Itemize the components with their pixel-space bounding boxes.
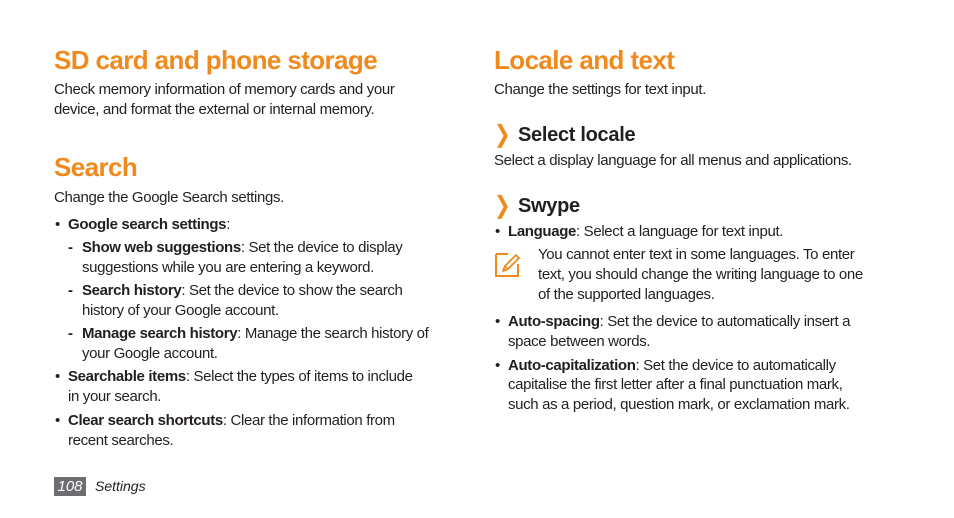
manage-search-history-line2: your Google account. (82, 345, 218, 362)
item-term: Clear search shortcuts (68, 412, 223, 429)
select-locale-desc: Select a display language for all menus and applications. (494, 152, 852, 169)
note-line3: of the supported languages. (538, 286, 715, 303)
language-item (508, 222, 783, 242)
dash-marker: - (68, 239, 73, 256)
item-text: : Select a language for text input. (576, 223, 784, 240)
item-text: : Set the device to show the search (181, 282, 403, 299)
show-web-suggestions-line2: suggestions while you are entering a keyword. (82, 259, 374, 276)
bullet-marker: • (495, 313, 501, 330)
heading-text: Swype (518, 195, 580, 217)
search-history-line2: history of your Google account. (82, 302, 279, 319)
note-line2: text, you should change the writing language to one (538, 266, 863, 283)
chevron-right-icon: ❯ (494, 192, 511, 220)
locale-and-text-title: Locale and text (494, 45, 675, 75)
auto-capitalization-line3: such as a period, question mark, or exclamation mark. (508, 396, 850, 413)
item-term: Auto-spacing (508, 313, 600, 330)
item-text: : Set the device to automatically (635, 357, 836, 374)
item-term: Searchable items (68, 368, 186, 385)
auto-capitalization-item (508, 356, 836, 376)
bullet-marker: • (55, 412, 61, 429)
google-search-settings-item (68, 215, 230, 235)
show-web-suggestions-item (82, 238, 402, 258)
item-text: : Set the device to automatically insert a (599, 313, 851, 330)
item-text: : Set the device to display (240, 239, 403, 256)
search-history-item (82, 281, 403, 301)
note-line1: You cannot enter text in some languages. To enter (538, 246, 855, 263)
note-pencil-icon (494, 252, 520, 278)
swype-heading (494, 194, 580, 218)
item-text: : Select the types of items to include (185, 368, 413, 385)
search-desc: Change the Google Search settings. (54, 189, 284, 206)
clear-search-shortcuts-item (68, 411, 395, 431)
heading-text: Select locale (518, 124, 636, 146)
bullet-marker: • (495, 357, 501, 374)
item-term: Google search settings (68, 216, 227, 233)
searchable-items-item (68, 367, 413, 387)
sd-card-desc-line2: device, and format the external or internal memory. (54, 101, 375, 118)
bullet-marker: • (495, 223, 501, 240)
page-number: 108 (54, 477, 86, 496)
item-term: Manage search history (82, 325, 238, 342)
sd-card-storage-title: SD card and phone storage (54, 45, 378, 75)
searchable-items-line2: in your search. (68, 388, 162, 405)
item-text: : Manage the search history of (237, 325, 429, 342)
item-text: : Clear the information from (222, 412, 395, 429)
item-term: Auto-capitalization (508, 357, 636, 374)
item-term: Show web suggestions (82, 239, 241, 256)
section-label: Settings (95, 478, 146, 494)
item-text: : (226, 216, 231, 233)
search-title: Search (54, 152, 138, 182)
auto-spacing-line2: space between words. (508, 333, 651, 350)
bullet-marker: • (55, 216, 61, 233)
bullet-marker: • (55, 368, 61, 385)
dash-marker: - (68, 282, 73, 299)
manage-search-history-item (82, 324, 429, 344)
item-term: Search history (82, 282, 182, 299)
clear-search-shortcuts-line2: recent searches. (68, 432, 174, 449)
dash-marker: - (68, 325, 73, 342)
sd-card-desc-line1: Check memory information of memory cards and your (54, 81, 395, 98)
auto-capitalization-line2: capitalise the first letter after a final punctuation mark, (508, 376, 843, 393)
chevron-right-icon: ❯ (494, 121, 511, 149)
item-term: Language (508, 223, 577, 240)
locale-desc: Change the settings for text input. (494, 81, 707, 98)
auto-spacing-item (508, 312, 850, 332)
select-locale-heading (494, 123, 635, 147)
